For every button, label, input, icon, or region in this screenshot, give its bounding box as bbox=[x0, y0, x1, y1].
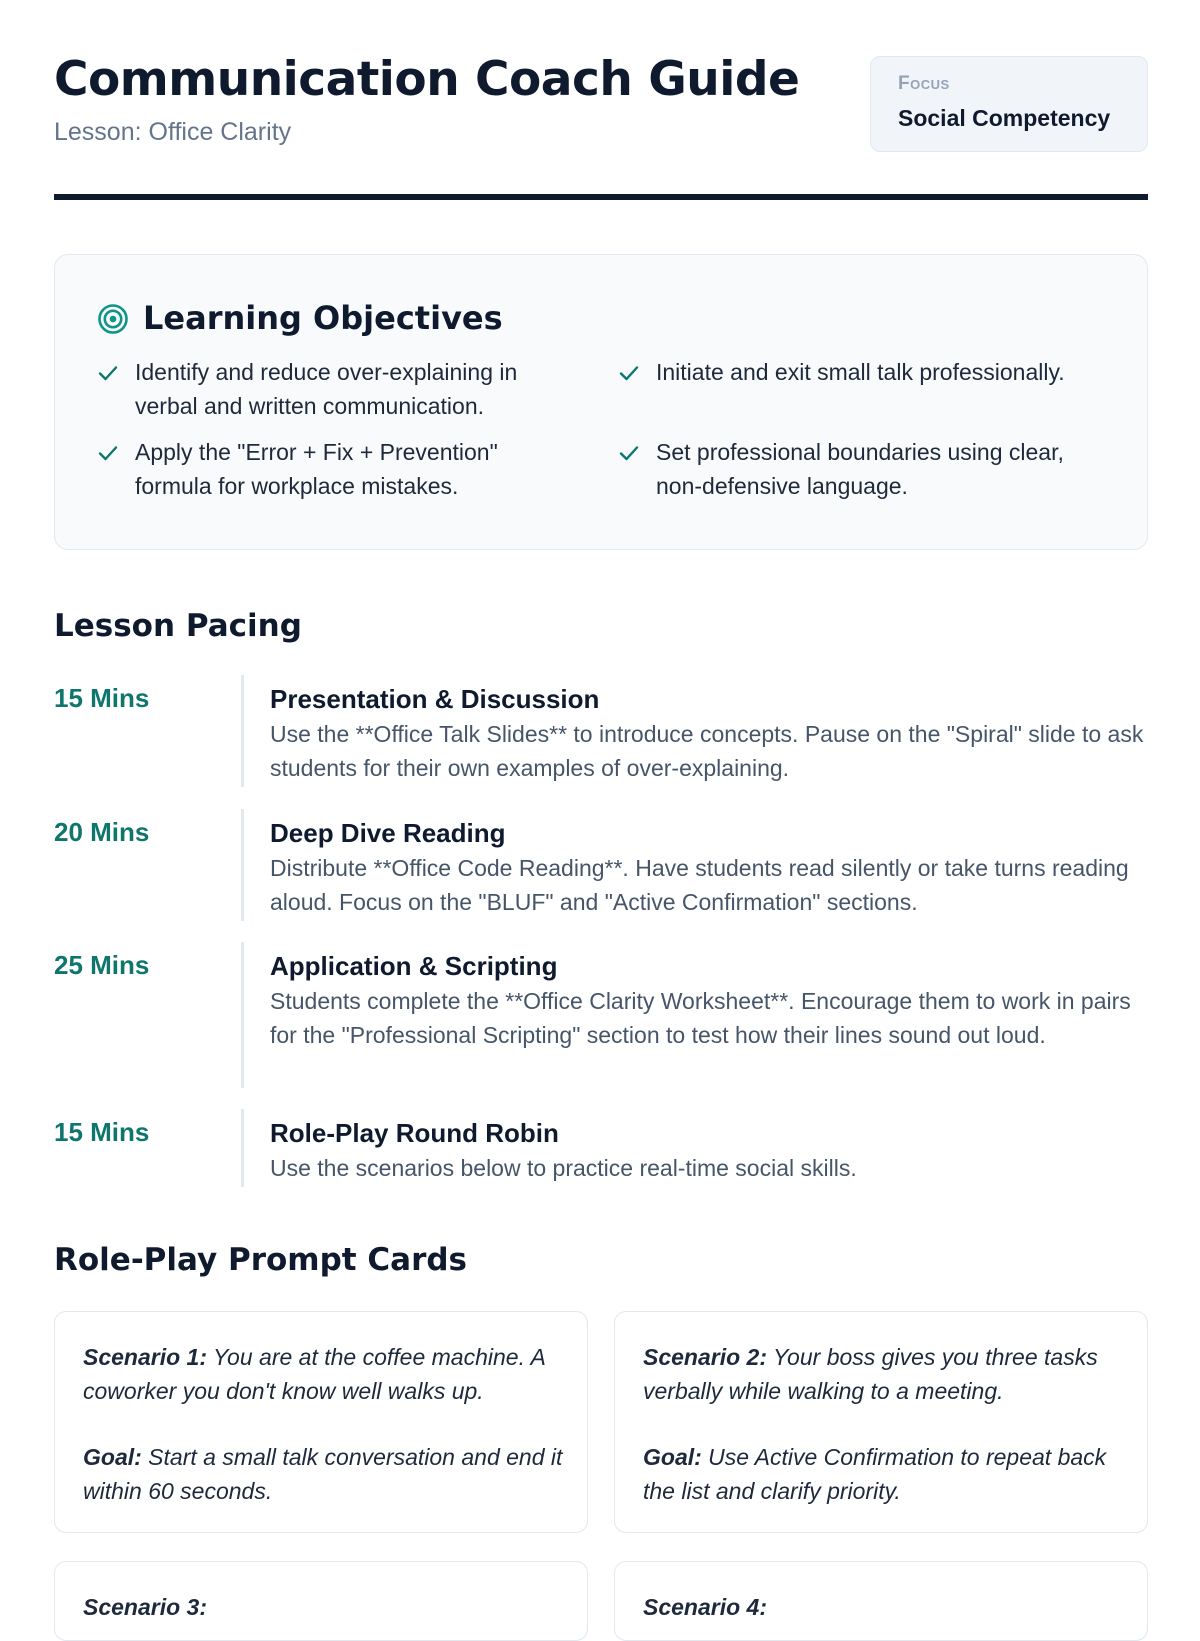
objectives-title: Learning Objectives bbox=[143, 299, 503, 337]
objective-item bbox=[97, 435, 567, 503]
prompt-card-text bbox=[643, 1590, 1123, 1624]
pacing-activity-title: Presentation & Discussion bbox=[270, 684, 600, 714]
goal-label: Goal: bbox=[83, 1444, 142, 1470]
scenario-text: Your boss gives you three tasks verbally while walking to a meeting. bbox=[643, 1344, 1098, 1404]
prompt-card-text bbox=[643, 1340, 1123, 1508]
check-icon bbox=[618, 442, 640, 464]
header-divider bbox=[54, 194, 1148, 200]
pacing-activity-title: Application & Scripting bbox=[270, 951, 558, 981]
lesson-pacing-heading: Lesson Pacing bbox=[54, 608, 302, 644]
prompt-cards-heading: Role-Play Prompt Cards bbox=[54, 1242, 468, 1278]
check-icon bbox=[97, 362, 119, 384]
pacing-duration: 15 Mins bbox=[54, 1117, 150, 1147]
pacing-content bbox=[270, 1117, 1150, 1185]
goal-label: Goal: bbox=[643, 1444, 702, 1470]
pacing-divider bbox=[241, 942, 244, 1088]
pacing-activity-desc: Students complete the **Office Clarity Worksheet**. Encourage them to work in pairs for the "Professional Scripting" section to test how their lines sound out loud. bbox=[270, 988, 1131, 1048]
prompt-card-text bbox=[83, 1340, 563, 1508]
check-icon bbox=[618, 362, 640, 384]
pacing-duration: 25 Mins bbox=[54, 950, 150, 980]
prompt-card bbox=[54, 1311, 588, 1533]
scenario-label: Scenario 3: bbox=[83, 1594, 207, 1620]
pacing-divider bbox=[241, 675, 244, 787]
coach-guide-page bbox=[54, 0, 1148, 1620]
focus-value: Social Competency bbox=[898, 105, 1111, 131]
pacing-duration: 15 Mins bbox=[54, 683, 150, 713]
objective-item bbox=[618, 435, 1088, 503]
target-icon bbox=[97, 303, 129, 335]
pacing-divider bbox=[241, 809, 244, 921]
check-icon bbox=[97, 442, 119, 464]
objective-text: Identify and reduce over-explaining in verbal and written communication. bbox=[135, 359, 518, 419]
scenario-label: Scenario 4: bbox=[643, 1594, 767, 1620]
objective-text: Set professional boundaries using clear, non-defensive language. bbox=[656, 439, 1064, 499]
focus-label: Focus bbox=[898, 73, 950, 94]
pacing-content bbox=[270, 683, 1150, 785]
learning-objectives-panel bbox=[54, 254, 1148, 550]
pacing-activity-desc: Use the **Office Talk Slides** to introduce concepts. Pause on the "Spiral" slide to ask students for their own examples of over-explaining. bbox=[270, 721, 1144, 781]
pacing-duration: 20 Mins bbox=[54, 817, 150, 847]
lesson-subtitle: Lesson: Office Clarity bbox=[54, 118, 292, 146]
prompt-card bbox=[614, 1561, 1148, 1641]
objective-item bbox=[618, 355, 1088, 389]
pacing-activity-title: Deep Dive Reading bbox=[270, 818, 506, 848]
pacing-divider bbox=[241, 1109, 244, 1187]
focus-badge bbox=[870, 56, 1148, 152]
scenario-text: You are at the coffee machine. A coworker you don't know well walks up. bbox=[83, 1344, 545, 1404]
page-title: Communication Coach Guide bbox=[54, 52, 800, 107]
pacing-content bbox=[270, 817, 1150, 919]
objective-text: Apply the "Error + Fix + Prevention" formula for workplace mistakes. bbox=[135, 439, 498, 499]
prompt-card-text bbox=[83, 1590, 563, 1624]
goal-text: Start a small talk conversation and end it within 60 seconds. bbox=[83, 1444, 563, 1504]
pacing-content bbox=[270, 950, 1150, 1052]
objective-text: Initiate and exit small talk professionally. bbox=[656, 359, 1065, 385]
scenario-label: Scenario 2: bbox=[643, 1344, 767, 1370]
scenario-label: Scenario 1: bbox=[83, 1344, 207, 1370]
page-header bbox=[54, 52, 1148, 200]
prompt-card bbox=[54, 1561, 588, 1641]
goal-text: Use Active Confirmation to repeat back the list and clarify priority. bbox=[643, 1444, 1107, 1504]
objective-item bbox=[97, 355, 567, 423]
prompt-card bbox=[614, 1311, 1148, 1533]
pacing-activity-title: Role-Play Round Robin bbox=[270, 1118, 559, 1148]
pacing-activity-desc: Distribute **Office Code Reading**. Have students read silently or take turns reading aloud. Focus on the "BLUF" and "Active Confirmation" sections. bbox=[270, 855, 1129, 915]
pacing-activity-desc: Use the scenarios below to practice real-time social skills. bbox=[270, 1155, 857, 1181]
